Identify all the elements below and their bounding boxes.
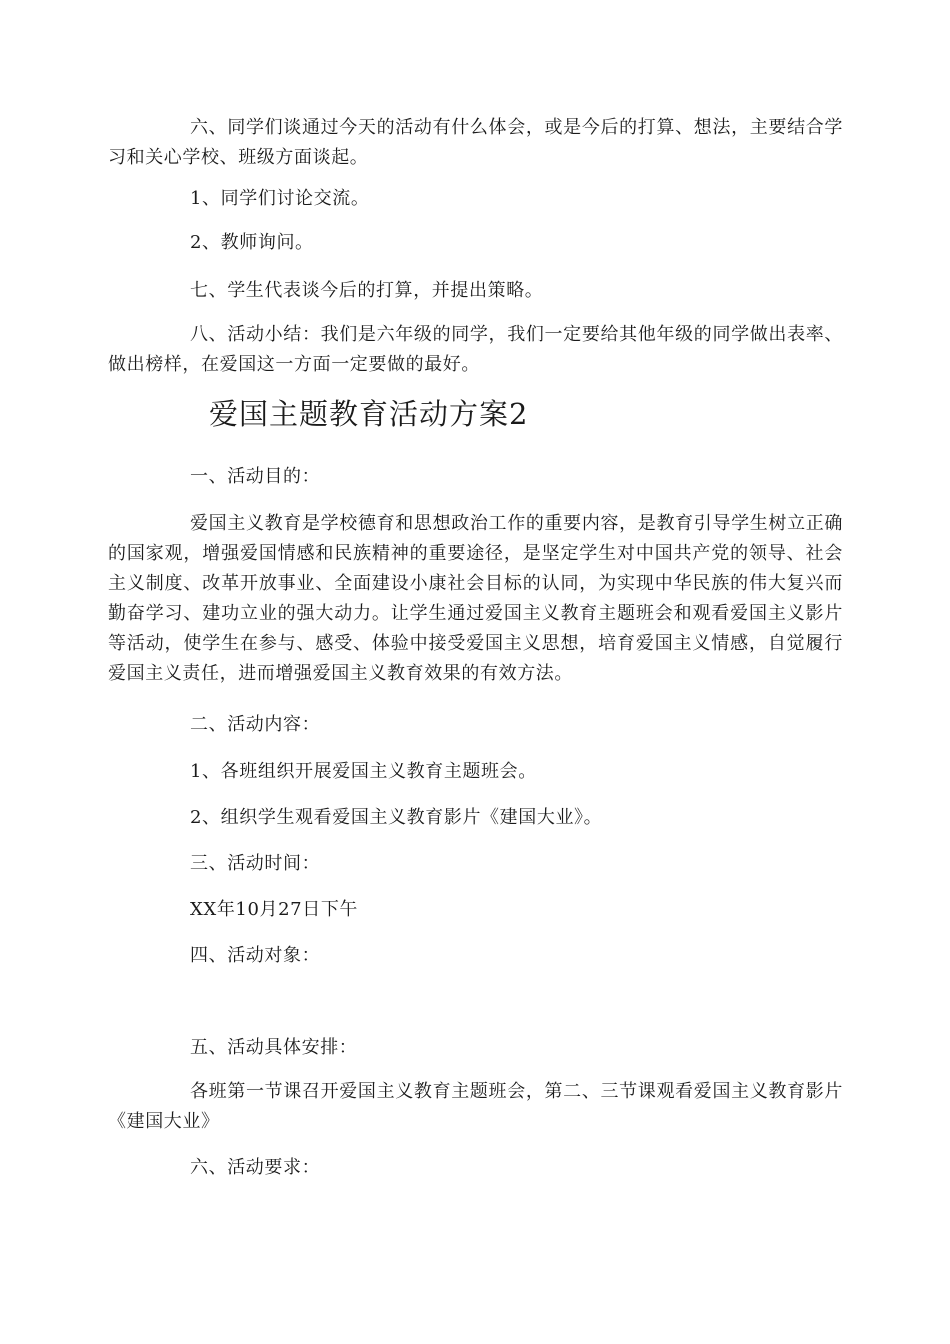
heading-target: 四、活动对象： bbox=[190, 945, 321, 966]
heading-purpose: 一、活动目的： bbox=[190, 466, 321, 487]
paragraph-teacher-inquiry: 2、教师询问。 bbox=[190, 232, 314, 253]
heading-arrangement: 五、活动具体安排： bbox=[190, 1037, 358, 1058]
paragraph-time-value: XX年10月27日下午 bbox=[190, 899, 359, 920]
paragraph-purpose-body: 爱国主义教育是学校德育和思想政治工作的重要内容，是教育引导学生树立正确的国家观，增强爱国情感和民族精神的重要途径，是坚定学生对中国共产党的领导、社会主义制度、改革开放事业、全面建设小康社会目标的认同，为实现中华民族的伟大复兴而勤奋学习、建功立业的强大动力。让学生通过爱国主义教育主题班会和观看爱国主义影片等活动，使学生在参与、感受、体验中接受爱国主义思想，培育爱国主义情感，自觉履行爱国主义责任，进而增强爱国主义教育效果的有效方法。 bbox=[108, 513, 843, 684]
paragraph-discussion: 1、同学们讨论交流。 bbox=[190, 188, 370, 209]
paragraph-content-1: 1、各班组织开展爱国主义教育主题班会。 bbox=[190, 761, 537, 782]
section-title: 爱国主题教育活动方案2 bbox=[209, 397, 529, 431]
paragraph-content-2: 2、组织学生观看爱国主义教育影片《建国大业》。 bbox=[190, 807, 603, 828]
heading-time: 三、活动时间： bbox=[190, 853, 321, 874]
paragraph-reflection: 六、同学们谈通过今天的活动有什么体会，或是今后的打算、想法，主要结合学习和关心学校、班级方面谈起。 bbox=[108, 117, 843, 168]
paragraph-arrangement-body: 各班第一节课召开爱国主义教育主题班会，第二、三节课观看爱国主义教育影片《建国大业》 bbox=[108, 1081, 843, 1132]
heading-requirements: 六、活动要求： bbox=[190, 1157, 321, 1178]
paragraph-student-representative: 七、学生代表谈今后的打算，并提出策略。 bbox=[190, 280, 544, 301]
paragraph-activity-summary: 八、活动小结：我们是六年级的同学，我们一定要给其他年级的同学做出表率、做出榜样，在爱国这一方面一定要做的最好。 bbox=[108, 324, 843, 375]
heading-content: 二、活动内容： bbox=[190, 714, 321, 735]
